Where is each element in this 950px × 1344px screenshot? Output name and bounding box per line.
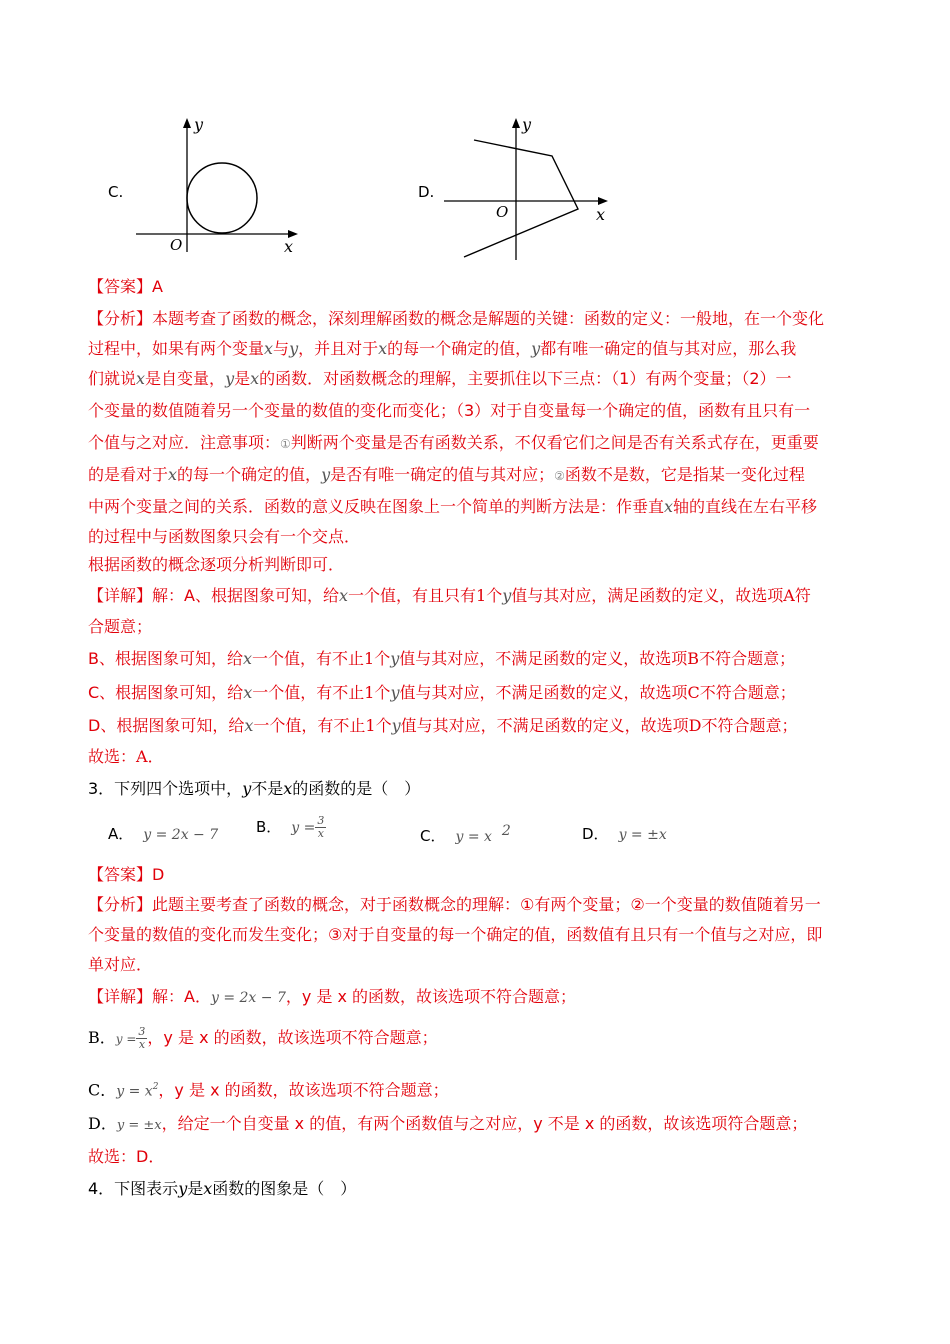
graph-d-origin-label: O [496,203,509,221]
option-d-letter: D. [418,183,435,201]
q2-analysis-line-1: 【分析】本题考查了函数的概念，深刻理解函数的概念是解题的关键：函数的定义：一般地，在一个变化 [88,309,825,328]
graph-d-x-arrow [598,197,608,205]
q3-option-b: B． y = $\frac{3}{x}$ [256,814,325,840]
q3-option-d: D． y = ±x [582,825,667,843]
graph-c-y-label: y [194,115,204,134]
q3-question: 3．下列四个选项中，y不是x的函数的是（ ） [88,779,421,798]
q3-detail-c: C．$y = x^2$，y 是 x 的函数，故该选项不符合题意； [88,1080,449,1100]
graph-d-y-label: y [522,115,532,134]
q3-analysis-line-3: 单对应． [88,955,153,974]
q2-detail-line-2: 合题意； [88,617,153,636]
q3-answer: 【答案】D [88,865,165,884]
q2-analysis-line-9: 根据函数的概念逐项分析判断即可． [88,555,345,574]
q2-choose: 故选：A． [88,747,164,766]
graph-d-x-label: x [596,205,606,224]
q2-detail-d: D、根据图象可知，给x一个值，有不止1个y值与其对应，不满足函数的定义，故选项D不符合题意； [88,716,798,735]
graph-c-y-arrow [183,118,191,128]
graph-c [130,112,310,257]
q3-detail-a: 【详解】解：A．y = 2x − 7，y 是 x 的函数，故该选项不符合题意； [88,987,577,1006]
graph-d-curve [464,140,578,257]
graph-c-x-label: x [284,237,294,256]
q3-option-a: A． y = 2x − 7 [108,825,219,843]
graph-c-circle [187,163,257,233]
q3-option-c: C． y = x $^2$ [420,823,511,845]
q4-question: 4．下图表示y是x函数的图象是（ ） [88,1179,357,1198]
q2-analysis-line-8: 的过程中与函数图象只会有一个交点． [88,527,361,546]
q2-analysis-line-6: 的是看对于x的每一个确定的值，y是否有唯一确定的值与其对应；②函数不是数，它是指某一变化过程 [88,465,805,484]
q3-analysis-line-1: 【分析】此题主要考查了函数的概念，对于函数概念的理解：①有两个变量；②一个变量的数值随着另一 [88,895,821,914]
graph-c-origin-label: O [170,236,183,254]
q2-detail-b: B、根据图象可知，给x一个值，有不止1个y值与其对应，不满足函数的定义，故选项B不符合题意； [88,649,796,668]
q2-analysis-line-4: 个变量的数值随着另一个变量的数值的变化而变化；（3）对于自变量每一个确定的值，函数有且只有一 [88,401,811,420]
q2-analysis-line-2: 过程中，如果有两个变量x与y，并且对于x的每一个确定的值，y都有唯一确定的值与其对应，那么我 [88,339,797,358]
q2-detail-line-1: 【详解】解：A、根据图象可知，给x一个值，有且只有1个y值与其对应，满足函数的定义，故选项A符 [88,586,811,605]
option-c-letter: C. [108,183,124,201]
q2-analysis-line-5: 个值与之对应．注意事项：①判断两个变量是否有函数关系，不仅看它们之间是否有关系式存在，更重要 [88,433,819,452]
q3-detail-d: D．y = ±x，给定一个自变量 x 的值，有两个函数值与之对应，y 不是 x 的函数，故该选项符合题意； [88,1114,808,1133]
q2-answer: 【答案】A [88,277,163,296]
q3-analysis-line-2: 个变量的数值的变化而发生变化；③对于自变量的每一个确定的值，函数值有且只有一个值与之对应，即 [88,925,823,944]
q2-analysis-line-3: 们就说x是自变量，y是x的函数．对函数概念的理解，主要抓住以下三点：（1）有两个变量；（2）一 [88,369,792,388]
graph-d-y-arrow [512,118,520,128]
graph-d [440,112,620,262]
q2-analysis-line-7: 中两个变量之间的关系．函数的意义反映在图象上一个简单的判断方法是：作垂直x轴的直线在左右平移 [88,497,818,516]
q3-detail-b: B．y = $\frac{3}{x}$ ，y 是 x 的函数，故该选项不符合题意； [88,1025,438,1051]
q2-detail-c: C、根据图象可知，给x一个值，有不止1个y值与其对应，不满足函数的定义，故选项C不符合题意； [88,683,796,702]
q3-choose: 故选：D． [88,1147,165,1166]
